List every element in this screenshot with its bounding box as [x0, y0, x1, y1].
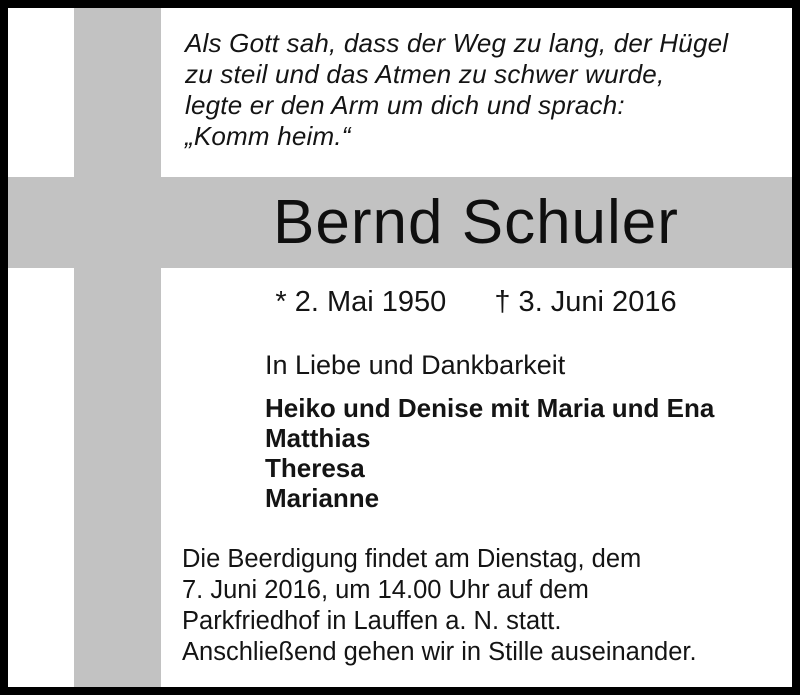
memorial-verse [185, 28, 728, 152]
funeral-line: Anschließend gehen wir in Stille auseinander. [182, 638, 697, 666]
deceased-name: Bernd Schuler [273, 188, 679, 257]
mourner-line: Matthias [265, 423, 371, 453]
mourners-list [265, 393, 714, 513]
funeral-line: Die Beerdigung findet am Dienstag, dem [182, 545, 642, 573]
verse-line: „Komm heim.“ [185, 121, 351, 151]
life-dates [160, 286, 792, 319]
verse-line: Als Gott sah, dass der Weg zu lang, der Hügel [185, 28, 729, 58]
verse-line: legte er den Arm um dich und sprach: [185, 90, 625, 120]
death-date: † 3. Juni 2016 [494, 286, 677, 318]
tribute-line: In Liebe und Dankbarkeit [265, 350, 566, 380]
birth-date: * 2. Mai 1950 [275, 286, 447, 318]
cross-vertical-bar [74, 8, 161, 687]
mourner-line: Theresa [265, 453, 365, 483]
funeral-line: 7. Juni 2016, um 14.00 Uhr auf dem [182, 576, 589, 604]
funeral-line: Parkfriedhof in Lauffen a. N. statt. [182, 607, 562, 635]
verse-line: zu steil und das Atmen zu schwer wurde, [185, 59, 665, 89]
mourner-line: Marianne [265, 483, 380, 513]
funeral-info [182, 544, 697, 668]
mourner-line: Heiko und Denise mit Maria und Ena [265, 393, 715, 423]
